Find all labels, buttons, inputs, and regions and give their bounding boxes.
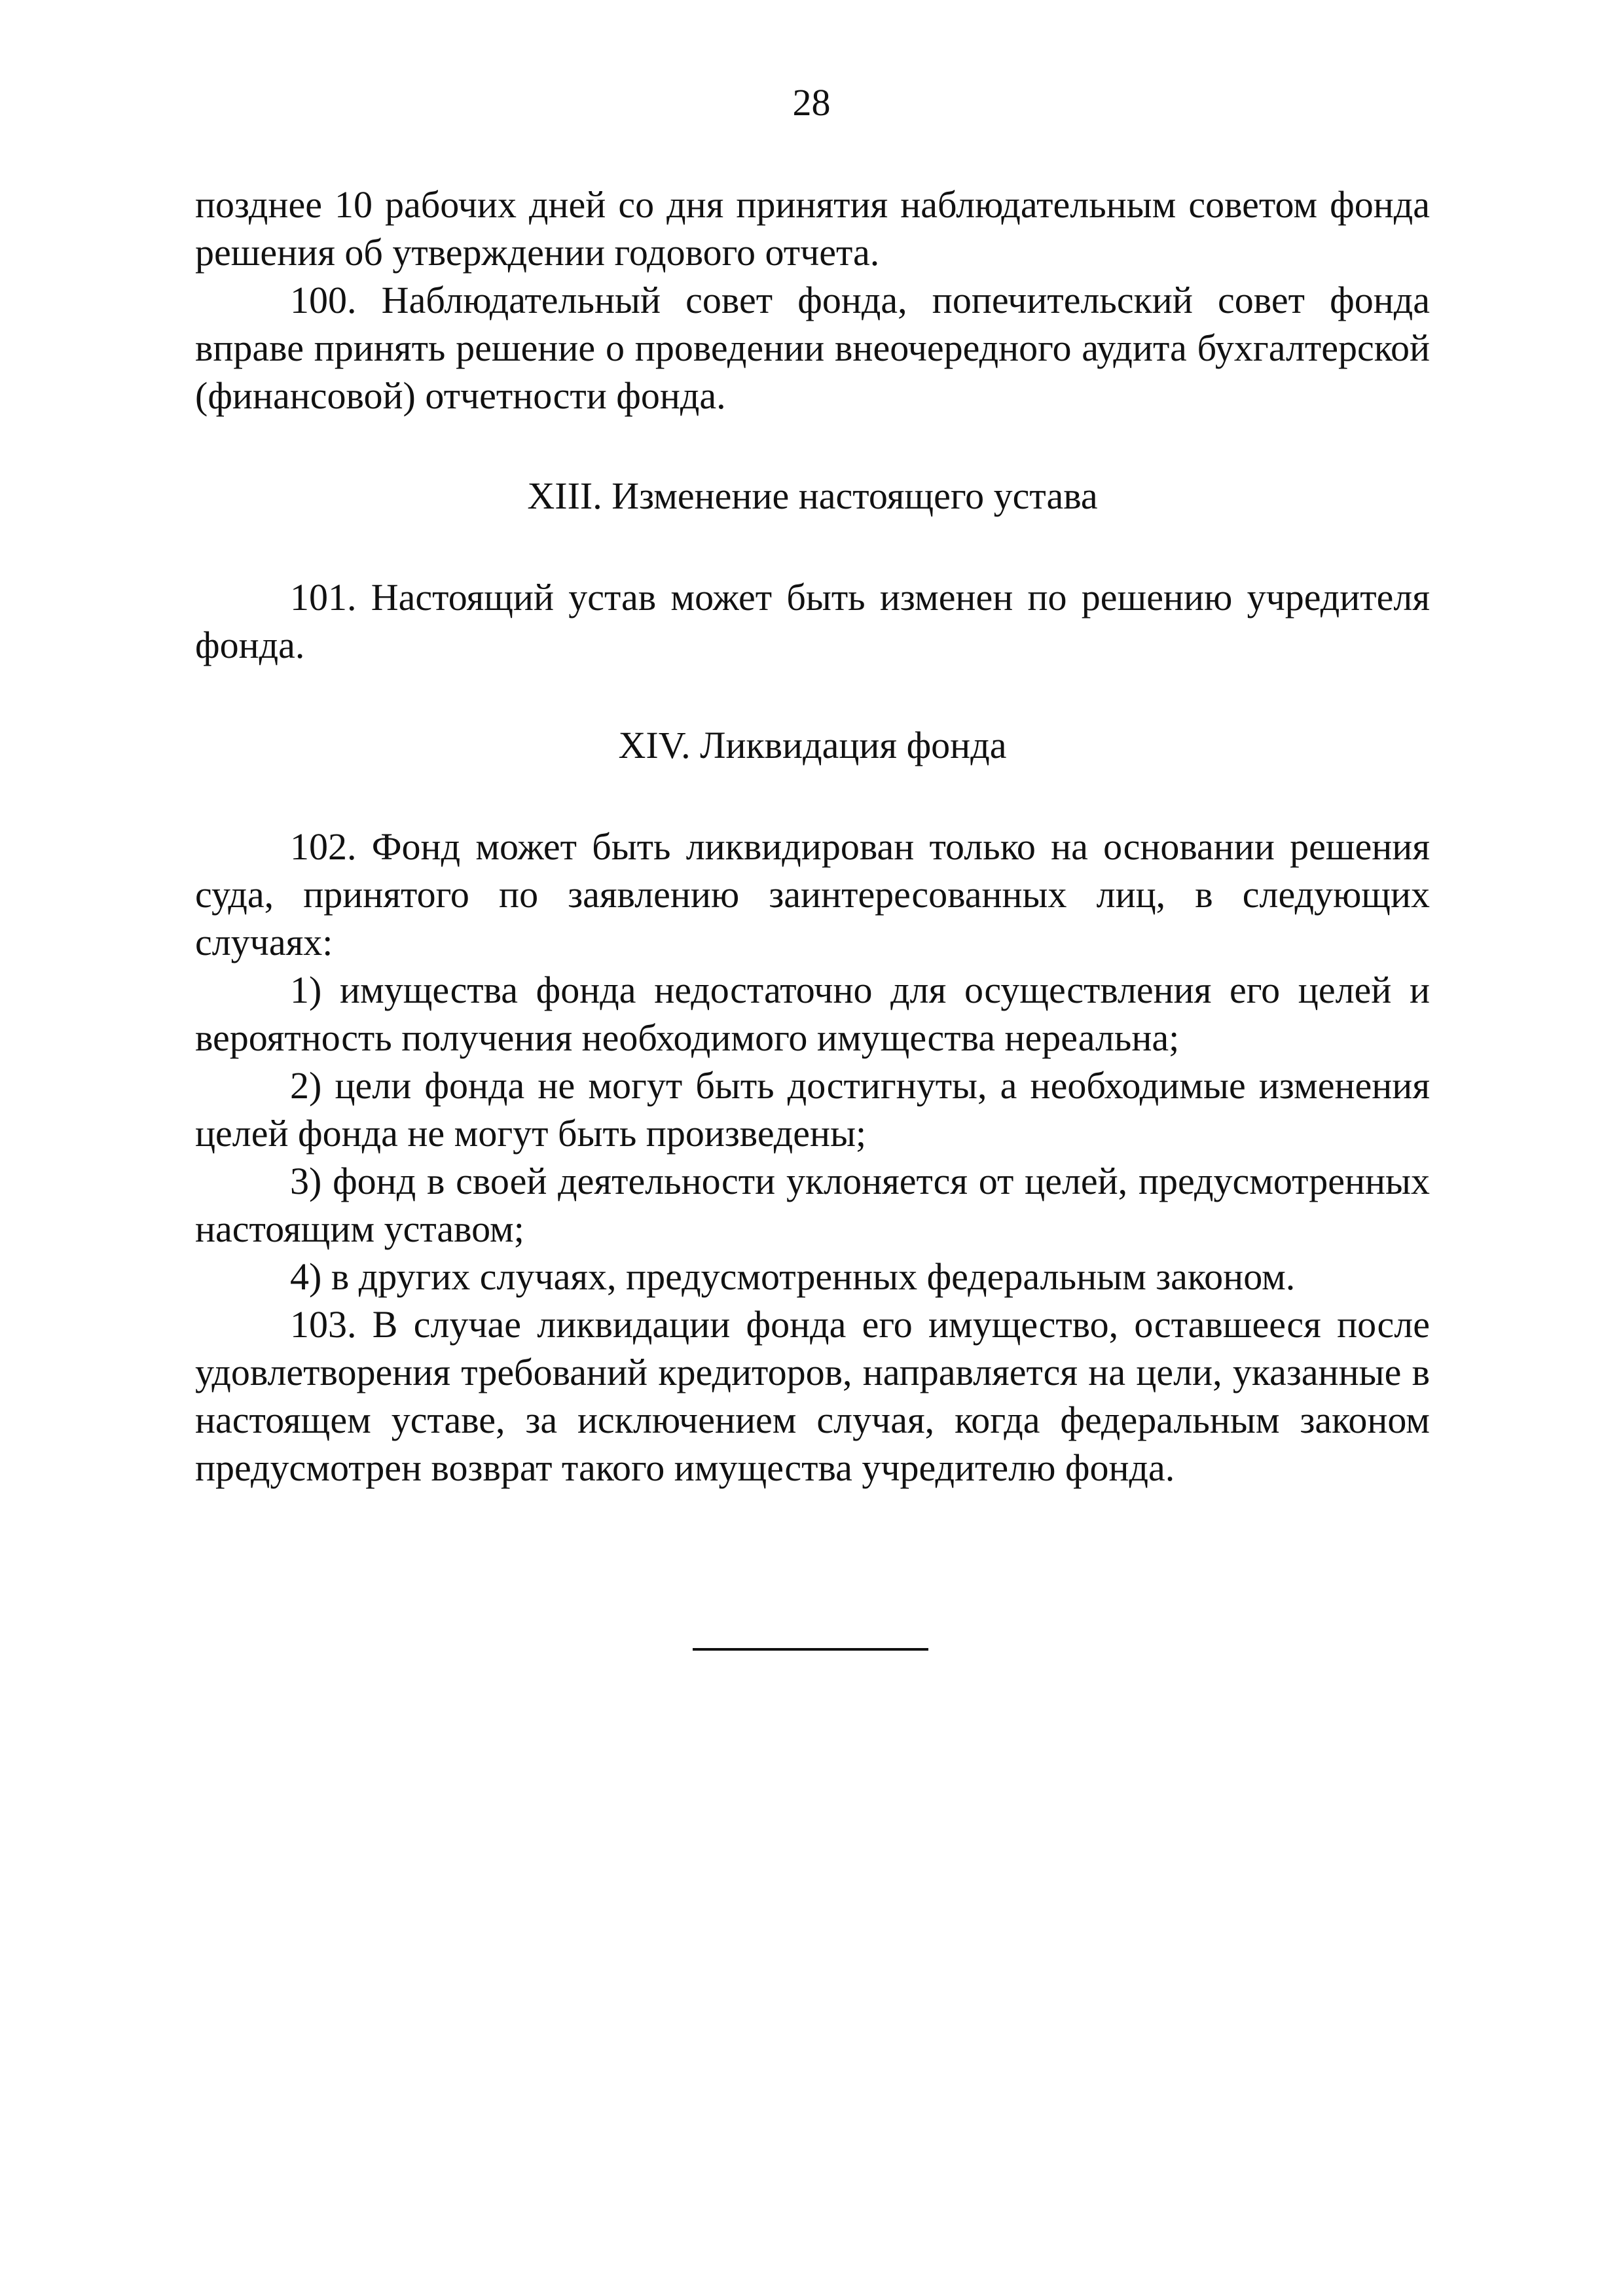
list-item: 2) цели фонда не могут быть достигнуты, а необходимые изменения целей фонда не могут быть произведены; xyxy=(195,1064,1430,1155)
list-item: 3) фонд в своей деятельности уклоняется от целей, предусмотренных настоящим уставом; xyxy=(195,1160,1430,1250)
paragraph-99-continuation: позднее 10 рабочих дней со дня принятия наблюдательным советом фонда решения об утверждении годового отчета. xyxy=(195,183,1430,274)
paragraph-102: 102. Фонд может быть ликвидирован только на основании решения суда, принятого по заявлению заинтересованных лиц, в следующих случаях: xyxy=(195,825,1430,963)
paragraph-101: 101. Настоящий устав может быть изменен по решению учредителя фонда. xyxy=(195,576,1430,666)
section-heading-xiv: XIV. Ликвидация фонда xyxy=(618,724,1007,766)
page-number: 28 xyxy=(792,81,831,124)
document-body xyxy=(195,181,1430,1492)
section-heading-xiii: XIII. Изменение настоящего устава xyxy=(527,475,1098,517)
list-item: 4) в других случаях, предусмотренных федеральным законом. xyxy=(290,1255,1296,1298)
list-item: 1) имущества фонда недостаточно для осуществления его целей и вероятность получения необходимого имущества нереальна; xyxy=(195,969,1430,1059)
paragraph-103: 103. В случае ликвидации фонда его имущество, оставшееся после удовлетворения требований кредиторов, направляется на цели, указанные в настоящем уставе, за исключением случая, когда федеральным законом предусмотрен возврат такого имущества учредителю фонда. xyxy=(195,1303,1430,1489)
paragraph-100: 100. Наблюдательный совет фонда, попечительский совет фонда вправе принять решение о проведении внеочередного аудита бухгалтерской (финансовой) отчетности фонда. xyxy=(195,279,1430,417)
end-separator-line xyxy=(693,1648,928,1651)
